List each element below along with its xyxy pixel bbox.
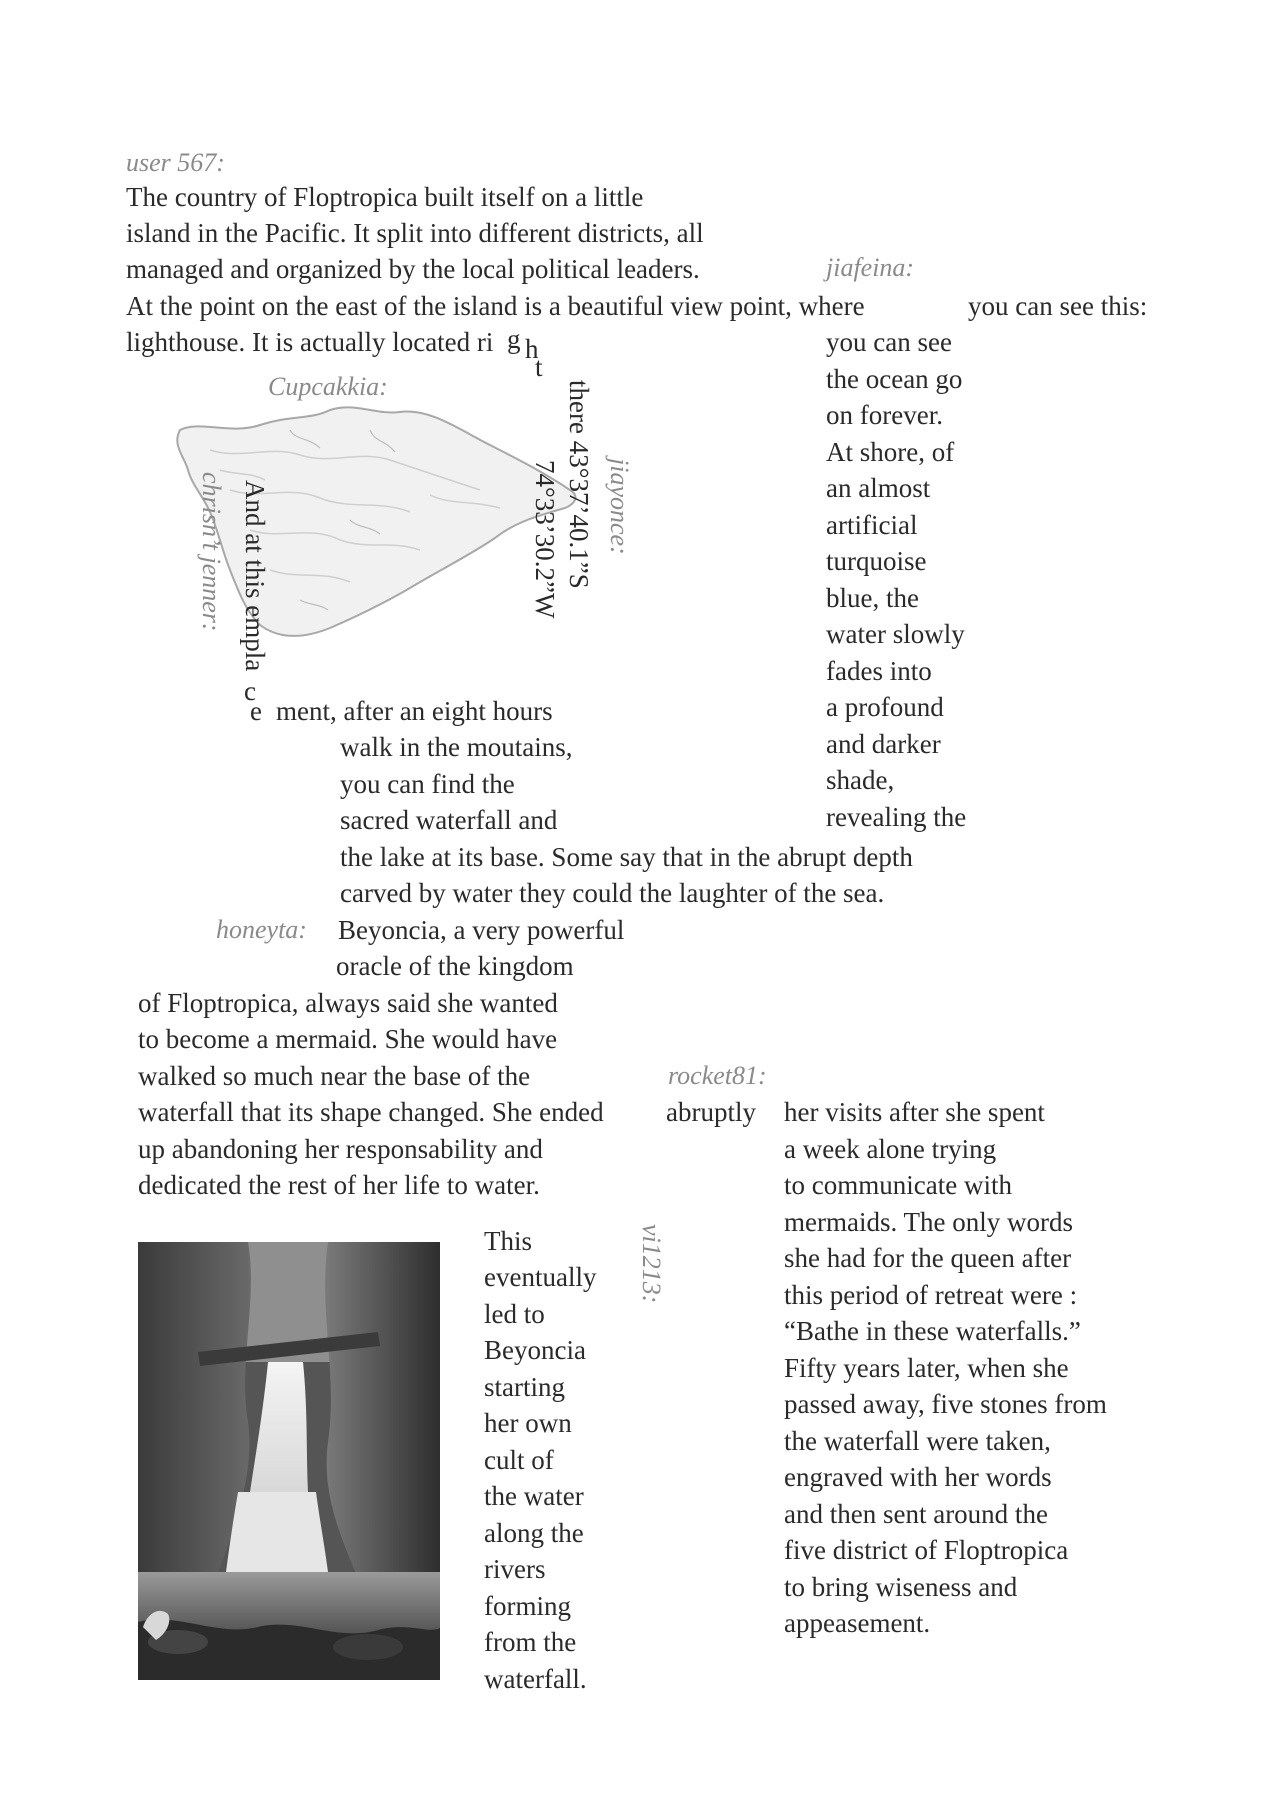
point-line: At the point on the east of the island is a beautiful view point, where	[126, 291, 865, 321]
username-honeyta: honeyta:	[216, 915, 307, 944]
visits-line-7: “Bathe in these waterfalls.”	[784, 1316, 1081, 1346]
beyoncia-line-2: of Floptropica, always said she wanted	[138, 988, 558, 1018]
cult-line-13: waterfall.	[484, 1664, 587, 1694]
ocean-line-12: and darker	[826, 729, 941, 759]
visits-line-8: Fifty years later, when she	[784, 1353, 1069, 1383]
ocean-line-11: a profound	[826, 692, 944, 722]
ocean-line-5: an almost	[826, 473, 931, 503]
photo-stone-2	[333, 1634, 403, 1660]
ocean-line-14: revealing the	[826, 802, 967, 832]
lake-line-2: carved by water they could the laughter of the sea.	[340, 878, 885, 908]
visits-line-2: a week alone trying	[784, 1134, 997, 1164]
coord-line-2: 74°33’30.2”W	[530, 460, 560, 619]
cult-line-9: along the	[484, 1518, 584, 1548]
ocean-line-2: the ocean go	[826, 364, 963, 394]
cult-line-7: cult of	[484, 1445, 554, 1475]
waterfall-line-3: sacred waterfall and	[340, 805, 558, 835]
ocean-line-6: artificial	[826, 510, 918, 540]
curve-char-c: c	[244, 676, 256, 706]
cult-line-6: her own	[484, 1408, 572, 1438]
visits-line-5: she had for the queen after	[784, 1243, 1072, 1273]
visits-line-6: this period of retreat were :	[784, 1280, 1078, 1310]
username-cupcakkia: Cupcakkia:	[268, 372, 388, 401]
visits-line-13: five district of Floptropica	[784, 1535, 1069, 1565]
waterfall-line-2: you can find the	[340, 769, 515, 799]
waterfall-photo	[138, 1242, 440, 1680]
beyoncia-first: Beyoncia, a very powerful	[338, 915, 625, 945]
ocean-line-9: water slowly	[826, 619, 965, 649]
visits-line-1: her visits after she spent	[784, 1097, 1045, 1127]
visits-line-11: engraved with her words	[784, 1462, 1052, 1492]
visits-line-14: to bring wiseness and	[784, 1572, 1018, 1602]
visits-line-10: the waterfall were taken,	[784, 1426, 1051, 1456]
username-jiayonce: jiayonce:	[605, 458, 634, 555]
emplacement-end: ment, after an eight hours	[276, 696, 553, 726]
cult-line-11: forming	[484, 1591, 571, 1621]
visits-line-4: mermaids. The only words	[784, 1207, 1073, 1237]
curve-char-e: e	[250, 696, 262, 726]
cult-line-12: from the	[484, 1627, 577, 1657]
curve-char-t: t	[535, 352, 543, 382]
cult-line-8: the water	[484, 1481, 584, 1511]
cult-line-5: starting	[484, 1372, 565, 1402]
visits-line-3: to communicate with	[784, 1170, 1012, 1200]
username-user567: user 567:	[126, 148, 225, 177]
username-vi1213: vi1213:	[637, 1224, 666, 1304]
cult-line-4: Beyoncia	[484, 1335, 586, 1365]
intro-line-1: The country of Floptropica built itself on a little	[126, 182, 644, 212]
svg-text:c e	[244, 676, 263, 726]
beyoncia-line-7: dedicated the rest of her life to water.	[138, 1170, 540, 1200]
abruptly-word: abruptly	[666, 1097, 756, 1127]
ocean-line-8: blue, the	[826, 583, 919, 613]
intro-line-3: managed and organized by the local political leaders.	[126, 254, 700, 284]
visits-line-12: and then sent around the	[784, 1499, 1048, 1529]
coord-line-1: there 43°37’40.1”S	[564, 380, 594, 589]
island-map	[170, 400, 590, 650]
emplacement-vertical: And at this empla	[240, 480, 270, 672]
cult-line-3: led to	[484, 1299, 545, 1329]
svg-text:g h t	[507, 324, 545, 382]
username-chrisnt-jenner: chrisn’t jenner:	[197, 472, 226, 632]
curve-char-g: g	[507, 324, 521, 354]
see-this-line: you can see this:	[968, 291, 1148, 321]
curve-char-h: h	[525, 334, 539, 364]
ocean-line-1: you can see	[826, 327, 952, 357]
ocean-line-7: turquoise	[826, 546, 927, 576]
username-rocket81: rocket81:	[668, 1061, 767, 1090]
beyoncia-line-1: oracle of the kingdom	[336, 951, 574, 981]
photo-waterfall-lower	[226, 1492, 328, 1572]
username-jiafeina: jiafeina:	[826, 253, 915, 282]
cult-line-2: eventually	[484, 1262, 597, 1292]
intro-line-2: island in the Pacific. It split into different districts, all	[126, 218, 704, 248]
ocean-line-10: fades into	[826, 656, 932, 686]
ocean-line-13: shade,	[826, 765, 895, 795]
cult-line-1: This	[484, 1226, 533, 1256]
visits-line-9: passed away, five stones from	[784, 1389, 1107, 1419]
waterfall-line-1: walk in the moutains,	[340, 732, 573, 762]
beyoncia-line-6: up abandoning her responsability and	[138, 1134, 543, 1164]
beyoncia-line-5: waterfall that its shape changed. She ended	[138, 1097, 604, 1127]
cult-line-10: rivers	[484, 1554, 546, 1584]
beyoncia-line-3: to become a mermaid. She would have	[138, 1024, 558, 1054]
ocean-line-3: on forever.	[826, 400, 943, 430]
beyoncia-line-4: walked so much near the base of the	[138, 1061, 531, 1091]
lighthouse-line: lighthouse. It is actually located ri	[126, 327, 494, 357]
visits-line-15: appeasement.	[784, 1608, 931, 1638]
lake-line-1: the lake at its base. Some say that in the abrupt depth	[340, 842, 913, 872]
ocean-line-4: At shore, of	[826, 437, 955, 467]
